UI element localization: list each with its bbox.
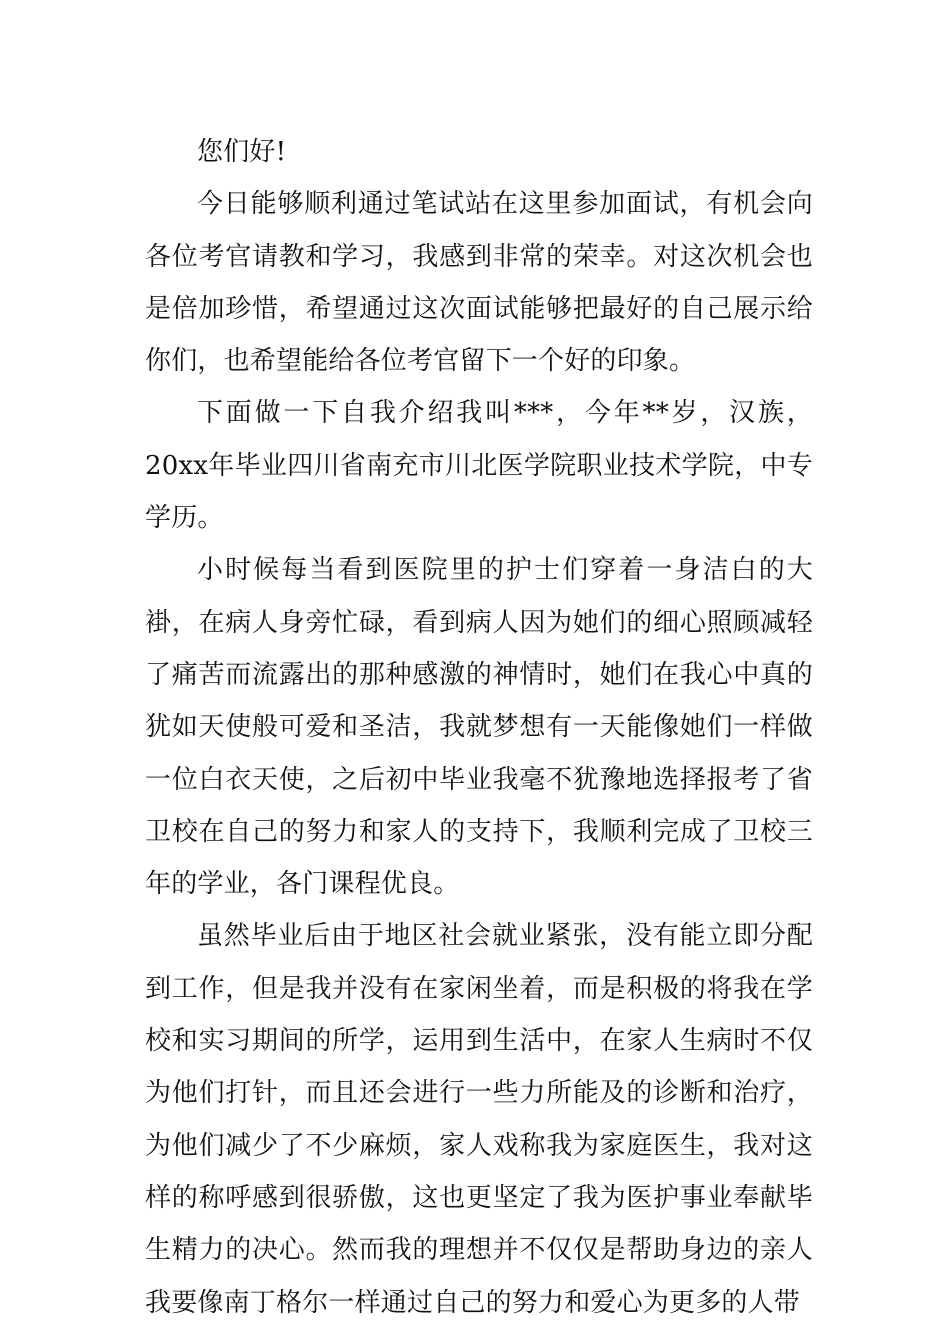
paragraph-childhood-dream: 小时候每当看到医院里的护士们穿着一身洁白的大褂，在病人身旁忙碌，看到病人因为她们的细心照顾减轻了痛苦而流露出的那种感激的神情时，她们在我心中真的犹如天使般可爱和圣洁，我就梦想有一天能像她们一样做一位白衣天使，之后初中毕业我毫不犹豫地选择报考了省卫校在自己的努力和家人的支持下，我顺利完成了卫校三年的学业，各门课程优良。 [145,555,813,900]
paragraph-self-introduction: 下面做一下自我介绍我叫***，今年**岁，汉族，20xx年毕业四川省南充市川北医学院职业技术学院，中专学历。 [145,398,813,534]
paragraph-after-graduation: 虽然毕业后由于地区社会就业紧张，没有能立即分配到工作，但是我并没有在家闲坐着，而是积极的将我在学校和实习期间的所学，运用到生活中，在家人生病时不仅为他们打针，而且还会进行一些力所能及的诊断和治疗，为他们减少了不少麻烦，家人戏称我为家庭医生，我对这样的称呼感到很骄傲，这也更坚定了我为医护事业奉献毕生精力的决心。然而我的理想并不仅仅是帮助身边的亲人我要像南丁格尔一样通过自己的努力和爱心为更多的人带 [145,921,813,1318]
document-body [145,126,813,1329]
paragraph-greeting: 您们好! [197,137,287,167]
paragraph-opening: 今日能够顺利通过笔试站在这里参加面试，有机会向各位考官请教和学习，我感到非常的荣幸。对这次机会也是倍加珍惜，希望通过这次面试能够把最好的自己展示给你们，也希望能给各位考官留下一个好的印象。 [145,189,813,377]
